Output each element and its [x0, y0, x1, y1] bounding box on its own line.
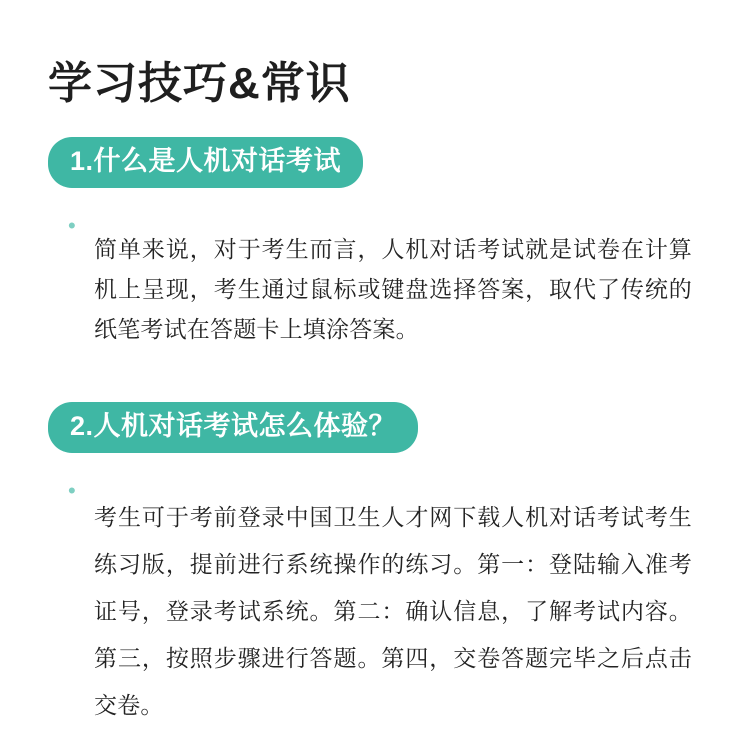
section-1-heading: 1.什么是人机对话考试: [48, 137, 363, 188]
page-title: 学习技巧&常识: [48, 59, 351, 108]
section-2: [48, 402, 702, 752]
section-1: [48, 137, 702, 372]
bullet-point-icon: •: [68, 212, 76, 238]
section-1-paragraph: 简单来说，对于考生而言，人机对话考试就是试卷在计算机上呈现，考生通过鼠标或键盘选择答案，取代了传统的纸笔考试在答题卡上填涂答案。: [94, 235, 692, 342]
bullet-point-icon: •: [68, 477, 76, 503]
section-2-paragraph: 考生可于考前登录中国卫生人才网下载人机对话考试考生练习版，提前进行系统操作的练习。第一：登陆输入准考证号，登录考试系统。第二：确认信息，了解考试内容。第三，按照步骤进行答题。第四，交卷答题完毕之后点击交卷。: [94, 503, 692, 718]
section-2-body: [48, 471, 702, 752]
section-1-body: [48, 206, 702, 372]
section-2-heading: 2.人机对话考试怎么体验？: [48, 402, 418, 453]
